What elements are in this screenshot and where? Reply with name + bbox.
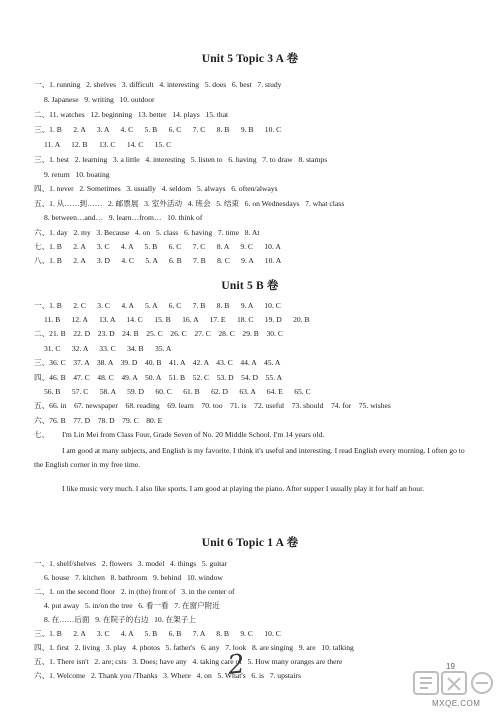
section-heading-unit5-topic3: Unit 5 Topic 3 A 卷 xyxy=(201,53,299,65)
answer-line: 8. 在……后面 9. 在院子的右边 10. 在架子上 xyxy=(44,615,196,624)
answer-line: 4. put away 5. in/on the tree 6. 看一看 7. 在窗户附近 xyxy=(44,601,220,610)
answer-line: 六、76. B 77. D 78. D 79. C 80. E xyxy=(34,416,163,425)
answer-line: 56. B 57. C 58. A 59. D 60. C 61. B 62. D 63. A 64. E 65. C xyxy=(44,387,311,396)
page-number: 19 xyxy=(446,662,455,671)
answer-line: 11. B 12. A 13. A 14. C 15. B 16. A 17. E 18. C 19. D 20. B xyxy=(44,315,310,324)
answer-line: 四、46. B 47. C 48. C 49. A 50. A 51. B 52. C 53. D 54. D 55. A xyxy=(34,373,283,382)
answer-line: 二、21. B 22. D 23. D 24. B 25. C 26. C 27. C 28. C 29. B 30. C xyxy=(34,329,283,338)
answer-line: 8. Japanese 9. writing 10. outdoor xyxy=(44,95,155,104)
answer-line: 8. between…and… 9. learn…from… 10. think of xyxy=(44,213,203,222)
answer-line: 五、1. There isn't 2. are; csts 3. Does; have any 4. taking care of 5. How many oranges are there xyxy=(34,657,343,666)
answer-line: 9. return 10. boating xyxy=(44,170,110,179)
essay-paragraph: I am good at many subjects, and English is my favorite. I think it's useful and interesting. I read English every morning. I often go to the English corner in my free time. xyxy=(34,446,465,469)
essay-label: 七、 xyxy=(34,430,50,439)
answer-line: 一、1. running 2. shelves 3. difficult 4. interesting 5. does 6. best 7. study xyxy=(34,80,282,89)
answer-line: 四、1. never 2. Sometimes 3. usually 4. seldom 5. always 6. often/always xyxy=(34,184,278,193)
handwritten-mark: 2 xyxy=(226,649,247,681)
essay-paragraph: I like music very much. I also like sports. I am good at playing the piano. After supper I usually play it for half an hour. xyxy=(62,484,425,493)
answer-line: 五、1. 从……到…… 2. 邮票展 3. 室外活动 4. 班会 5. 结束 6. on Wednesdays 7. what class xyxy=(34,199,345,208)
answer-line: 一、1. shelf/shelves 2. flowers 3. model 4. things 5. guitar xyxy=(34,559,228,568)
answer-line: 6. house 7. kitchen 8. bathroom 9. behind 10. window xyxy=(44,573,223,582)
section-heading-unit5-b: Unit 5 B 卷 xyxy=(221,280,279,292)
answer-line: 一、1. B 2. C 3. C 4. A 5. A 6. C 7. B 8. B 9. A 10. C xyxy=(34,301,281,310)
essay-paragraph: I'm Lin Mei from Class Four, Grade Seven of No. 20 Middle School. I'm 14 years old. xyxy=(62,430,325,439)
answer-line: 三、36. C 37. A 38. A 39. D 40. B 41. A 42. A 43. C 44. A 45. A xyxy=(34,358,281,367)
answer-line: 二、1. on the second floor 2. in (the) front of 3. in the center of xyxy=(34,587,235,596)
answer-line: 四、1. first 2. living 3. play 4. photos 5. father's 6. any 7. look 8. are singing 9. are 10. talking xyxy=(34,643,354,652)
answer-line: 11. A 12. B 13. C 14. C 15. C xyxy=(44,140,172,149)
answer-line: 二、11. watches 12. beginning 13. better 14. plays 15. that xyxy=(34,110,229,119)
answer-line: 三、1. B 2. A 3. A 4. C 5. B 6. C 7. C 8. B 9. B 10. C xyxy=(34,125,282,134)
answer-line: 31. C 32. A 33. C 34. B 35. A xyxy=(44,344,172,353)
answer-line: 五、66. in 67. newspaper 68. reading 69. learn 70. too 71. is 72. useful 73. should 74. for 75. wishes xyxy=(34,401,391,410)
answer-line: 八、1. B 2. A 3. D 4. C 5. A 6. B 7. B 8. C 9. A 10. A xyxy=(34,256,282,265)
section-heading-unit6-topic1: Unit 6 Topic 1 A 卷 xyxy=(201,537,299,549)
answer-line: 六、1. Welcome 2. Thank you /Thanks 3. Where 4. on 5. What's 6. is 7. upstairs xyxy=(34,671,301,680)
answer-line: 三、1. best 2. learning 3. a little 4. interesting 5. listen to 6. having 7. to draw 8. stamps xyxy=(34,155,328,164)
answer-line: 七、1. B 2. A 3. C 4. A 5. B 6. C 7. C 8. A 9. C 10. A xyxy=(34,242,281,251)
answer-line: 三、1. B 2. A 3. C 4. A 5. B 6. B 7. A 8. B 9. C 10. C xyxy=(34,629,281,638)
watermark-text: MXQE.COM xyxy=(432,699,481,708)
answer-line: 六、1. day 2. my 3. Because 4. on 5. class 6. having 7. time 8. At xyxy=(34,228,260,237)
